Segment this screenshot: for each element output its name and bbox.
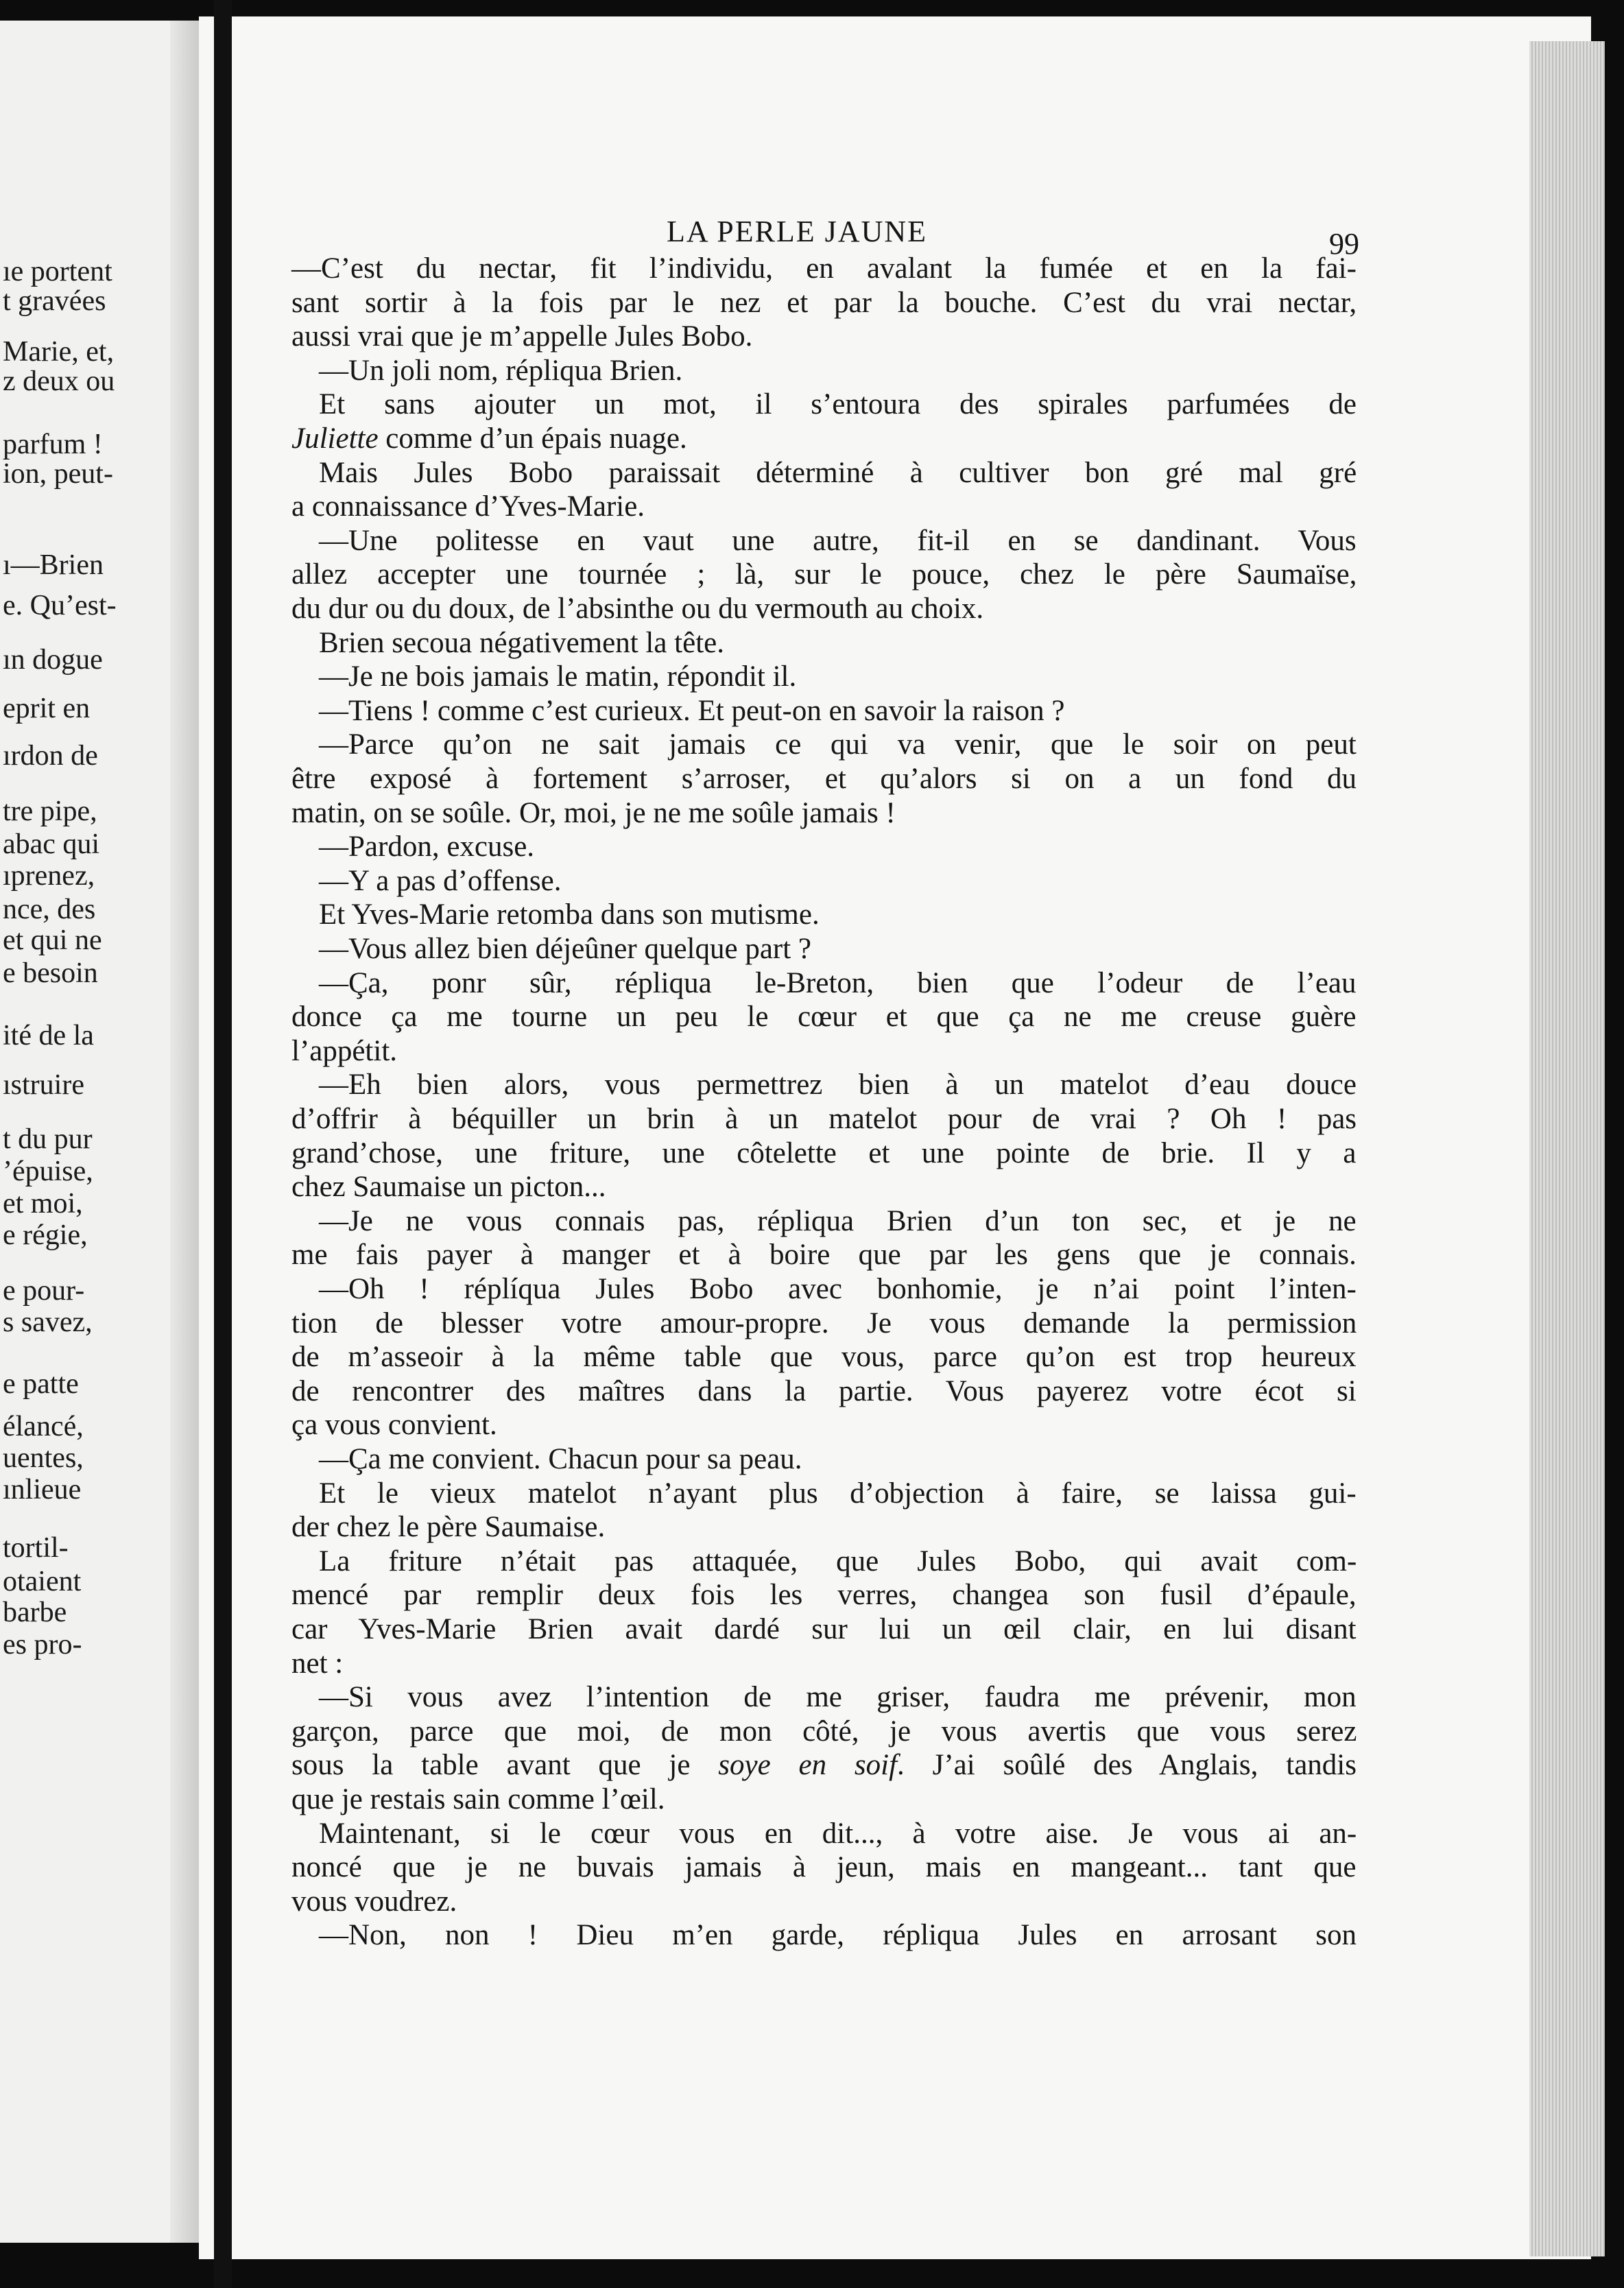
left-page-line: parfum ! [3, 429, 103, 460]
body-text-line: de rencontrer des maîtres dans la partie. Vous payerez votre écot si [291, 1375, 1357, 1407]
body-text-line: tion de blesser votre amour-propre. Je vous demande la permission [291, 1307, 1357, 1339]
body-text-line: grand’chose, une friture, une côtelette et une pointe de brie. Il y a [291, 1137, 1357, 1169]
page-edge-stack [1529, 41, 1605, 2256]
body-text-line: —Ça, ponr sûr, répliqua le-Breton, bien que l’odeur de l’eau [319, 967, 1357, 999]
body-text-line: —Ça me convient. Chacun pour sa peau. [319, 1443, 802, 1475]
left-page-line: ion, peut- [3, 458, 113, 490]
body-text-line: Maintenant, si le cœur vous en dit..., à votre aise. Je vous ai an- [319, 1818, 1357, 1850]
body-text-line: —Un joli nom, répliqua Brien. [319, 355, 683, 387]
body-text-line: —Eh bien alors, vous permettrez bien à un matelot d’eau douce [319, 1069, 1357, 1101]
left-page-line: barbe [3, 1597, 67, 1628]
body-text-line: matin, on se soûle. Or, moi, je ne me soûle jamais ! [291, 797, 896, 829]
body-text-line: —Pardon, excuse. [319, 831, 535, 863]
left-page-line: nce, des [3, 894, 96, 925]
left-page-line: e patte [3, 1368, 79, 1400]
left-page-line: élancé, [3, 1411, 84, 1442]
book-gutter [214, 0, 232, 2288]
left-page-line: ınlieue [3, 1474, 82, 1505]
body-text-line: me fais payer à manger et à boire que par les gens que je connais. [291, 1239, 1357, 1271]
body-text-line: net : [291, 1647, 344, 1680]
left-page-line: ıprenez, [3, 860, 95, 892]
body-text-line: vous voudrez. [291, 1885, 457, 1918]
left-page-line: e. Qu’est- [3, 590, 117, 621]
italic-phrase: Juliette [291, 422, 379, 455]
body-text-line: —Tiens ! comme c’est curieux. Et peut-on en savoir la raison ? [319, 695, 1065, 727]
body-text-line: sous la table avant que je soye en soif. J’ai soûlé des Anglais, tandis [291, 1749, 1357, 1781]
left-page-line: tre pipe, [3, 796, 97, 827]
left-page-line: ıstruire [3, 1069, 84, 1101]
running-title: LA PERLE JAUNE [667, 215, 927, 248]
left-page-line: es pro- [3, 1629, 82, 1660]
body-text-line: ça vous convient. [291, 1409, 497, 1441]
body-text-line: donce ça me tourne un peu le cœur et que ça ne me creuse guère [291, 1001, 1357, 1033]
left-page-line: uentes, [3, 1442, 84, 1474]
body-text-line: Mais Jules Bobo paraissait déterminé à cultiver bon gré mal gré [319, 457, 1357, 489]
body-text-line: —Si vous avez l’intention de me griser, faudra me prévenir, mon [319, 1681, 1357, 1713]
body-text-line: —Oh ! réplíqua Jules Bobo avec bonhomie, je n’ai point l’inten- [319, 1273, 1357, 1305]
body-text-line: que je restais sain comme l’œil. [291, 1783, 665, 1815]
left-page-line: t gravées [3, 285, 106, 317]
body-text-line: car Yves-Marie Brien avait dardé sur lui un œil clair, en lui disant [291, 1613, 1357, 1645]
left-page-line: e régie, [3, 1219, 88, 1251]
body-text-line: chez Saumaise un picton... [291, 1171, 606, 1203]
body-text-line: Et sans ajouter un mot, il s’entoura des spirales parfumées de [319, 388, 1357, 420]
body-text-line: noncé que je ne buvais jamais à jeun, mais en mangeant... tant que [291, 1851, 1357, 1883]
page-number: 99 [1329, 227, 1359, 261]
body-text-line: Brien secoua négativement la tête. [319, 627, 724, 659]
body-text-line: d’offrir à béquiller un brin à un matelot pour de vrai ? Oh ! pas [291, 1103, 1357, 1135]
left-page-line: s savez, [3, 1307, 93, 1338]
body-text-line: —Parce qu’on ne sait jamais ce qui va venir, que le soir on peut [319, 728, 1357, 761]
body-text-line: aussi vrai que je m’appelle Jules Bobo. [291, 320, 753, 353]
body-text-line: garçon, parce que moi, de mon côté, je vous avertis que vous serez [291, 1715, 1357, 1748]
left-page-line: e pour- [3, 1275, 85, 1307]
left-page-line: abac qui [3, 829, 100, 860]
body-text-line: —Une politesse en vaut une autre, fit-il en se dandinant. Vous [319, 525, 1357, 557]
body-text-line: sant sortir à la fois par le nez et par la bouche. C’est du vrai nectar, [291, 287, 1357, 319]
body-text-line: mencé par remplir deux fois les verres, changea son fusil d’épaule, [291, 1579, 1357, 1611]
body-text-line: —Je ne bois jamais le matin, répondit il. [319, 660, 797, 693]
left-page-line: z deux ou [3, 366, 115, 397]
left-page-line: ’épuise, [3, 1156, 93, 1187]
left-page-line: ıe portent [3, 256, 112, 287]
body-text-line: —C’est du nectar, fit l’individu, en avalant la fumée et en la fai- [291, 252, 1357, 285]
body-text-line: du dur ou du doux, de l’absinthe ou du vermouth au choix. [291, 593, 984, 625]
body-text-line: de m’asseoir à la même table que vous, parce qu’on est trop heureux [291, 1341, 1357, 1373]
left-page-line: ité de la [3, 1020, 94, 1051]
body-text-line: La friture n’était pas attaquée, que Jules Bobo, qui avait com- [319, 1545, 1357, 1577]
body-text-line: —Je ne vous connais pas, répliqua Brien d’un ton sec, et je ne [319, 1205, 1357, 1237]
body-text-line: der chez le père Saumaise. [291, 1511, 606, 1543]
left-page-line: et moi, [3, 1188, 83, 1219]
left-page-line: ın dogue [3, 644, 103, 676]
body-text-line: —Y a pas d’offense. [319, 865, 562, 897]
left-page-line: otaient [3, 1566, 82, 1597]
body-text-line: Et le vieux matelot n’ayant plus d’objection à faire, se laissa gui- [319, 1477, 1357, 1510]
body-text-line: être exposé à fortement s’arroser, et qu’alors si on a un fond du [291, 763, 1357, 795]
body-text-line: l’appétit. [291, 1035, 398, 1067]
left-page-line: et qui ne [3, 925, 102, 956]
body-text-line: —Vous allez bien déjeûner quelque part ? [319, 933, 812, 965]
left-page-line: eprit en [3, 693, 91, 724]
body-text-line: Et Yves-Marie retomba dans son mutisme. [319, 898, 820, 931]
body-text-line: —Non, non ! Dieu m’en garde, répliqua Jules en arrosant son [319, 1919, 1357, 1951]
body-text-line: allez accepter une tournée ; là, sur le pouce, chez le père Saumaïse, [291, 558, 1357, 591]
left-page-line: t du pur [3, 1123, 93, 1155]
left-page-line: tortil- [3, 1532, 69, 1564]
left-page-line: Marie, et, [3, 336, 115, 368]
left-page-line: e besoin [3, 957, 98, 989]
italic-phrase: soye en soif [718, 1749, 898, 1781]
body-text-line: Juliette comme d’un épais nuage. [291, 422, 687, 455]
body-text-line: a connaissance d’Yves-Marie. [291, 490, 645, 523]
left-page-line: ı—Brien [3, 549, 104, 581]
left-page-line: ırdon de [3, 740, 98, 772]
